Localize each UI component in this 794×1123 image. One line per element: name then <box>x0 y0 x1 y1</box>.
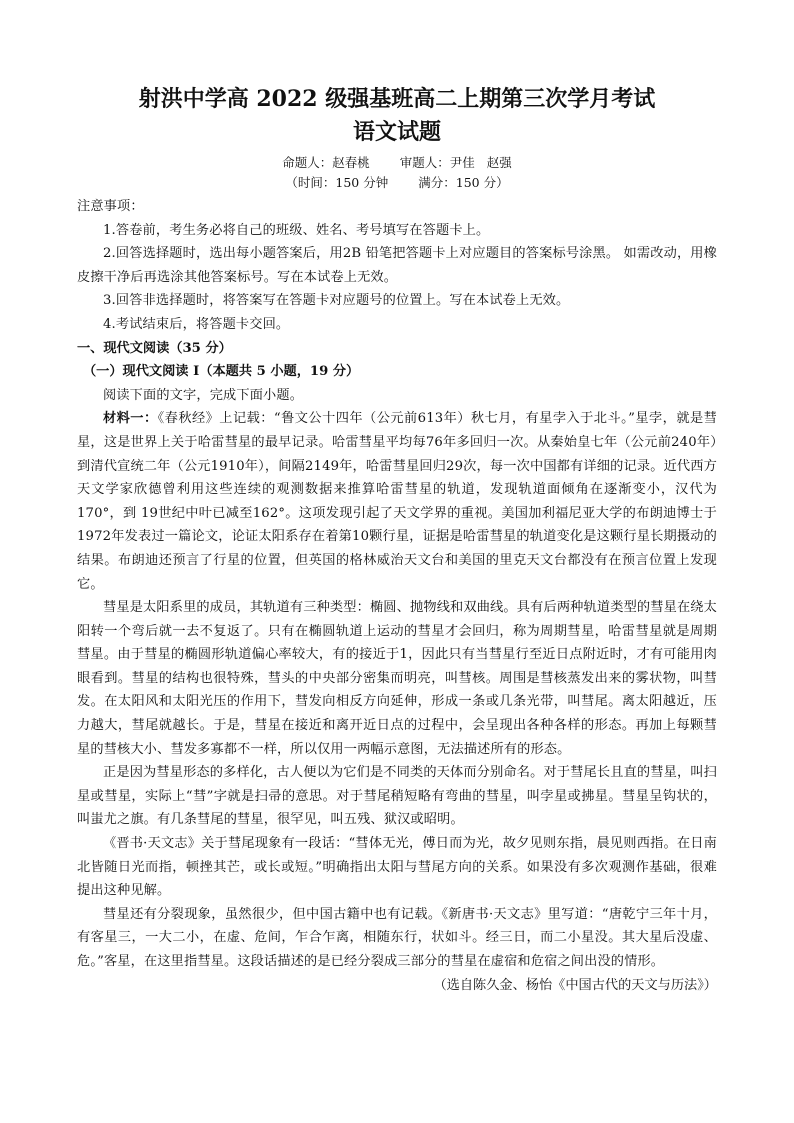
material-paragraph: 《晋书·天文志》关于彗尾现象有一段话：“彗体无光，傅日而为光，故夕见则东指，晨见则西指。在日南北皆随日光而指，顿挫其芒，或长或短。”明确指出太阳与彗尾方向的关系。如果没有多次观测作基础，很难提出这种见解。 <box>77 836 717 899</box>
subsection-heading: （一）现代文阅读 I（本题共 5 小题，19 分） <box>83 364 360 380</box>
material-paragraph: 彗星是太阳系里的成员，其轨道有三种类型：椭圆、抛物线和双曲线。具有后两种轨道类型的彗星在绕太阳转一个弯后就一去不复返了。只有在椭圆轨道上运动的彗星才会回归，称为周期彗星，哈雷彗星就是周期彗星。由于彗星的椭圆形轨道偏心率较大，有的接近于1，因此只有当彗星行至近日点附近时，才有可能用肉眼看到。彗星的结构也很特殊，彗头的中央部分密集而明亮，叫彗核。周围是彗核蒸发出来的雾状物，叫彗发。在太阳风和太阳光压的作用下，彗发向相反方向延伸，形成一条或几条光带，叫彗尾。离太阳越近，压力越大，彗尾就越长。于是，彗星在接近和离开近日点的过程中，会呈现出各种各样的形态。再加上每颗彗星的彗核大小、彗发多寡都不一样，所以仅用一两幅示意图，无法描述所有的形态。 <box>77 600 717 757</box>
notice-item: 3.回答非选择题时，将答案写在答题卡对应题号的位置上。写在本试卷上无效。 <box>103 293 570 309</box>
author-label: 命题人：赵春桃 <box>282 155 370 170</box>
score-label: 满分：150 分） <box>418 175 509 190</box>
exam-time-score <box>77 173 717 193</box>
notice-item: 4.考试结束后，将答题卡交回。 <box>103 316 290 332</box>
exam-authors <box>77 153 717 173</box>
material-paragraph <box>77 407 717 596</box>
notice-item: 1.答卷前，考生务必将自己的班级、姓名、考号填写在答题卡上。 <box>103 222 490 238</box>
time-label: （时间：150 分钟 <box>285 175 389 190</box>
exam-page <box>77 84 717 997</box>
notice-heading: 注意事项： <box>77 199 144 214</box>
material-paragraph: 彗星还有分裂现象，虽然很少，但中国古籍中也有记载。《新唐书·天文志》里写道：“唐乾宁三年十月，有客星三，一大二小，在虚、危间，乍合乍离，相随东行，状如斗。经三日，而二小星没。其大星后没虚、危。”客星，在这里指彗星。这段话描述的是已经分裂成三部分的彗星在虚宿和危宿之间出没的情形。 <box>77 906 717 969</box>
reviewer-label: 审题人：尹佳 <box>399 155 475 170</box>
source-citation: （选自陈久金、杨怡《中国古代的天文与历法》） <box>433 977 717 993</box>
section-heading: 一、现代文阅读（35 分） <box>77 340 232 356</box>
notice-item: 2.回答选择题时，选出每小题答案后，用2B 铅笔把答题卡上对应题目的答案标号涂黑。 如需改动，用橡皮擦干净后再选涂其他答案标号。写在本试卷上无效。 <box>77 246 717 285</box>
reviewer-2: 赵强 <box>486 155 512 170</box>
material-text: 《春秋经》上记载：“鲁文公十四年（公元前613年）秋七月，有星孛入于北斗。”星孛，就是彗星，这是世界上关于哈雷彗星的最早记录。哈雷彗星平均每76年多回归一次。从秦始皇七年（公元前240年）到清代宣统二年（公元1910年），间隔2149年，哈雷彗星回归29次，每一次中国都有详细的记录。近代西方天文学家欣德曾利用这些连续的观测数据来推算哈雷彗星的轨道，发现轨道面倾角在逐渐变小，汉代为170°，到 19世纪中叶已减至162°。这项发现引起了天文学界的重视。美国加利福尼亚大学的布朗迪博士于1972年发表过一篇论文，论证太阳系存在着第10颗行星，证据是哈雷彗星的轨道变化是这颗行星长期摄动的结果。布朗迪还预言了行星的位置，但英国的格林威治天文台和美国的里克天文台都没有在预言位置上发现它。 <box>77 411 717 592</box>
exam-title: 射洪中学高 2022 级强基班高二上期第三次学月考试 <box>138 86 656 112</box>
exam-subtitle: 语文试题 <box>352 119 441 145</box>
reading-instruction: 阅读下面的文字，完成下面小题。 <box>103 387 304 403</box>
material-label: 材料一： <box>103 411 158 427</box>
material-paragraph: 正是因为彗星形态的多样化，古人便以为它们是不同类的天体而分别命名。对于彗尾长且直的彗星，叫扫星或彗星，实际上“彗”字就是扫帚的意思。对于彗尾稍短略有弯曲的彗星，叫孛星或拂星。彗星呈钩状的，叫蚩尤之旗。有几条彗尾的彗星，很罕见，叫五残、狱汉或昭明。 <box>77 765 717 828</box>
